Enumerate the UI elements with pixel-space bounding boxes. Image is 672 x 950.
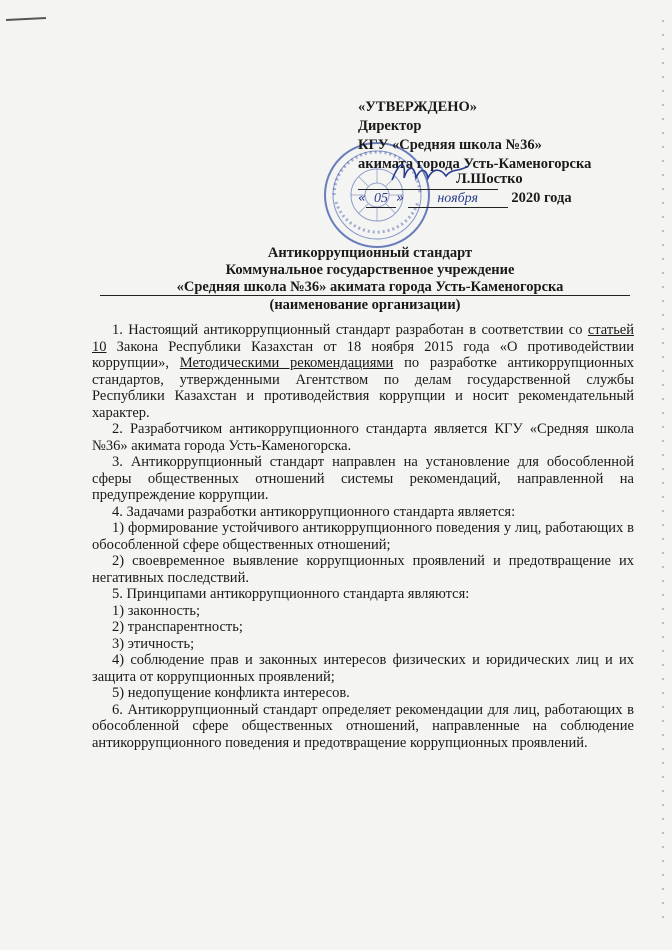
paragraph-5-item-1: 1) законность; [112,602,200,619]
title-line-3: «Средняя школа №36» акимата города Усть-Каменогорска [176,279,564,295]
paragraph-5-item-4: 4) соблюдение прав и законных интересов физических и юридических лиц и их защита от коррупционных проявлений; [92,652,634,685]
approval-position: Директор [358,118,422,134]
paragraph-5-item-5: 5) недопущение конфликта интересов. [112,685,350,701]
paragraph-4-item-1: 1) формирование устойчивого антикоррупционного поведения у лиц, работающих в обособленной сфере общественных отношений; [92,520,634,553]
date-open-quote: « [358,191,367,206]
date-year: 2020 года [511,190,572,206]
law-article-link[interactable]: статьей 10 [92,322,634,355]
paragraph-4-item-2: 2) своевременное выявление коррупционных проявлений и предотвращение их негативных последствий. [92,553,634,586]
date-close-quote: » [396,191,405,206]
methodical-recommendations-link[interactable]: Методическими рекомендациями [179,355,394,371]
date-month: ноября [408,190,508,208]
paragraph-5: 5. Принципами антикоррупционного стандарта являются: [112,586,470,602]
paragraph-2: 2. Разработчиком антикоррупционного стандарта является КГУ «Средняя школа №36» акимата города Усть-Каменогорска. [92,421,634,454]
approval-date [358,190,572,208]
paragraph-6: 6. Антикоррупционный стандарт определяет рекомендации для лиц, работающих в обособленной сфере общественных отношений, направленные на соблюдение антикоррупционного поведения и предотвращение коррупционных проявлений. [92,701,634,751]
document-body [92,322,634,751]
approval-akimat: акимата города Усть-Каменогорска [358,156,592,172]
paragraph-4: 4. Задачами разработки антикоррупционного стандарта является: [112,503,516,520]
title-line-1: Антикоррупционный стандарт [267,245,473,261]
paragraph-1: 1. Настоящий антикоррупционный стандарт разработан в соответствии со статьей 10 Закона Республики Казахстан от 18 ноября 2015 года «О противодействии коррупции», Методическими рекомендациями по разработке антикоррупционных стандартов, утвержденными Агентством по делам государственной службы Республики Казахстан и противодействия коррупции и носит рекомендательный характер. [92,322,635,421]
signatory-name: Л.Шостко [456,171,523,187]
document-title [100,245,640,296]
paragraph-5-item-3: 3) этичность; [112,635,195,652]
title-underline [100,295,630,296]
paragraph-3: 3. Антикоррупционный стандарт направлен на установление для обособленной сферы общественных отношений системы рекомендаций, направленной на предупреждение коррупции. [92,454,634,503]
paragraph-5-item-2: 2) транспарентность; [112,619,243,635]
approval-heading: «УТВЕРЖДЕНО» [358,99,478,115]
scan-edge-artifact [662,20,664,920]
date-day: 05 [366,190,396,208]
approval-organization: КГУ «Средняя школа №36» [358,137,542,153]
title-line-2: Коммунальное государственное учреждение [225,262,515,278]
scan-artifact [6,17,46,21]
organization-caption: (наименование организации) [269,297,461,313]
